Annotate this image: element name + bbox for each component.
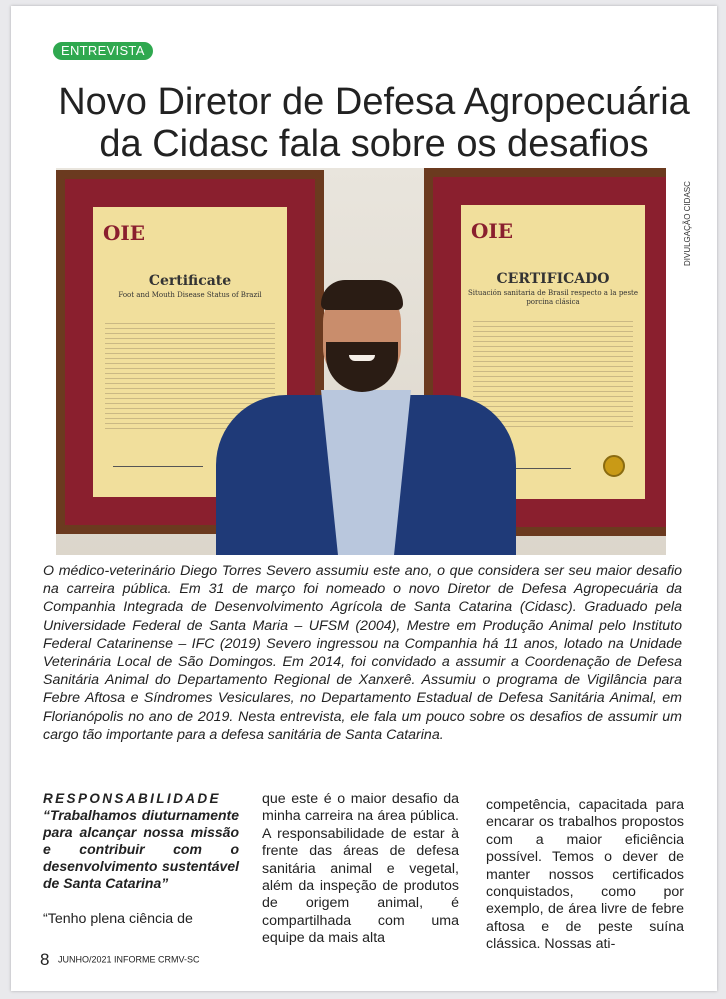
- title-line-1: Novo Diretor de Defesa Agropecuária: [58, 81, 690, 123]
- article-column-1: [43, 791, 239, 928]
- column-3-text: competência, capacitada para encarar os trabalhos propostos com a maior eficiência possível. Temos o dever de manter nossos certificados conquistados, como por exemplo, de área livre de febre aftosa e de peste suína clássica. Nossas ati-: [486, 797, 684, 953]
- gold-seal-icon: [603, 455, 625, 477]
- column-2-text: que este é o maior desafio da minha carreira na área pública. A responsabilidade de estar à frente das áreas de defesa sanitária animal e vegetal, além da inspeção de produtos de origem animal, é compartilhada com uma equipe da mais alta: [262, 791, 459, 947]
- article-photo: [56, 168, 666, 555]
- column-1-text: “Tenho plena ciência de: [43, 911, 193, 927]
- photo-credit: DIVULGAÇÃO CIDASC: [683, 181, 692, 266]
- article-column-2: [262, 791, 459, 948]
- certificate-right-title: CERTIFICADO: [496, 271, 610, 287]
- oie-logo-right: OIE: [471, 219, 514, 243]
- page-footer: [40, 950, 200, 970]
- oie-logo-left: OIE: [103, 221, 146, 245]
- hair: [321, 280, 403, 310]
- title-line-2: da Cidasc fala sobre os desafios: [99, 123, 649, 165]
- section-tag: ENTREVISTA: [53, 42, 153, 60]
- intro-paragraph: O médico-veterinário Diego Torres Severo assumiu este ano, o que considera ser seu maior desafio na carreira pública. Em 31 de março foi nomeado o novo Diretor de Defesa Agropecuária da Companhia Integrada de Desenvolvimento Agrícola de Santa Catarina (Cidasc). Graduado pela Universidade Federal de Santa Maria – UFSM (2004), Mestre em Produção Animal pelo Instituto Federal Catarinense – IFC (2019) Severo ingressou na Companhia há 11 anos, lotado na Unidade Veterinária Local de São Domingos. Em 2014, foi convidado a assumir a Coordenação de Defesa Sanitária Animal do Departamento Regional de Xanxerê. Assumiu o programa de Vigilância para Febre Aftosa e Síndromes Vesiculares, no Departamento Estadual de Defesa Sanitária Animal, em Florianópolis no ano de 2019. Nesta entrevista, ele fala um pouco sobre os desafios de assumir um cargo tão importante para a defesa sanitária de Santa Catarina.: [43, 563, 682, 743]
- section-heading: RESPONSABILIDADE: [43, 791, 221, 806]
- issue-label: JUNHO/2021 INFORME CRMV-SC: [57, 954, 200, 965]
- page-title: [31, 81, 717, 165]
- pull-quote: “Trabalhamos diuturnamente para alcançar nossa missão e contribuir com o desenvolvimento sustentável de Santa Catarina”: [43, 807, 239, 891]
- certificate-left-title: Certificate: [148, 273, 232, 289]
- signature-line: [113, 466, 203, 467]
- portrait-subject: [216, 280, 516, 555]
- smile: [349, 355, 375, 361]
- beard: [326, 342, 398, 392]
- article-column-3: [486, 797, 684, 954]
- page-number: 8: [40, 950, 50, 969]
- certificate-right-subtitle: Situación sanitaria de Brasil respecto a la peste porcina clásica: [467, 289, 638, 306]
- certificate-left-subtitle: Foot and Mouth Disease Status of Brazil: [118, 291, 262, 299]
